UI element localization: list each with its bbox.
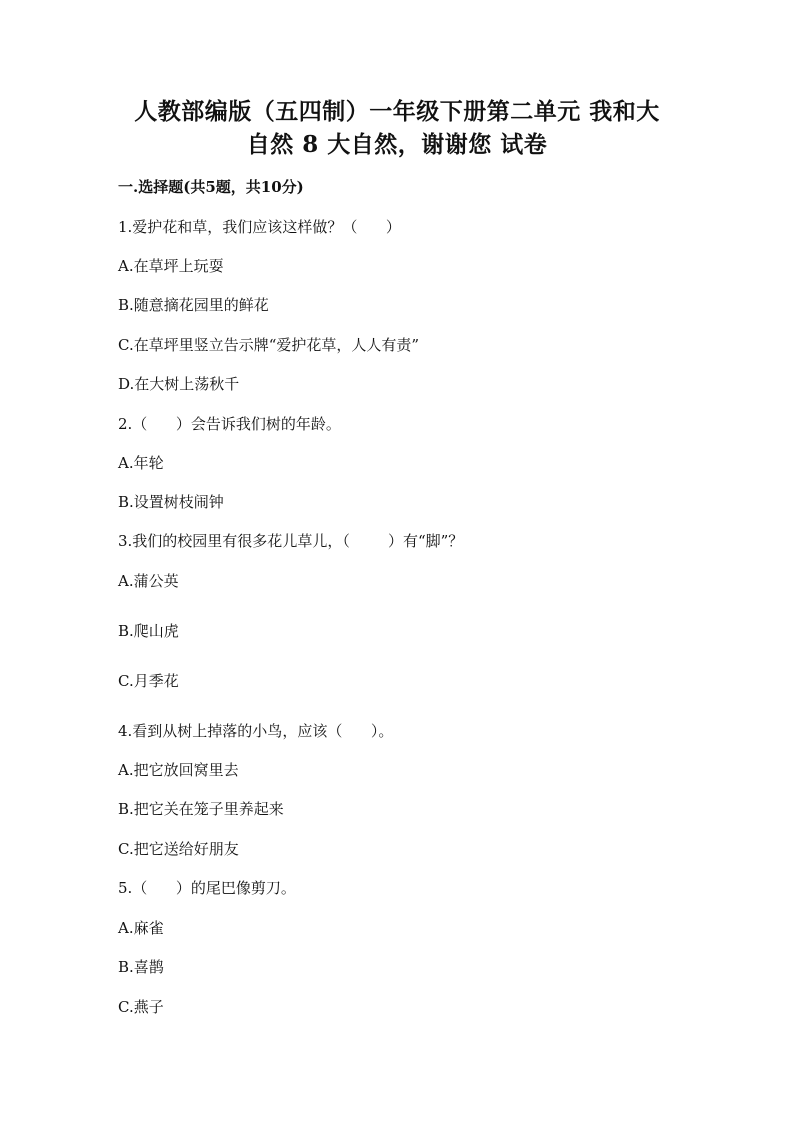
question-2-stem: 2.（ ）会告诉我们树的年龄。 <box>118 415 341 433</box>
question-5-stem: 5.（ ）的尾巴像剪刀。 <box>118 879 296 897</box>
question-5-option-b: B.喜鹊 <box>118 958 164 976</box>
question-5-option-c: C.燕子 <box>118 998 164 1016</box>
question-3-option-a: A.蒲公英 <box>118 572 179 590</box>
question-4-option-b: B.把它关在笼子里养起来 <box>118 800 284 818</box>
question-4-option-a: A.把它放回窝里去 <box>118 761 239 779</box>
question-2-option-b: B.设置树枝闹钟 <box>118 493 224 511</box>
question-3-option-b: B.爬山虎 <box>118 622 179 640</box>
question-3-option-c: C.月季花 <box>118 672 179 690</box>
question-2-option-a: A.年轮 <box>118 454 164 472</box>
section-heading: 一.选择题(共5题，共10分) <box>118 178 304 196</box>
page-title-line-1: 人教部编版（五四制）一年级下册第二单元 我和大 <box>134 98 660 125</box>
question-1-option-b: B.随意摘花园里的鲜花 <box>118 296 269 314</box>
question-4-option-c: C.把它送给好朋友 <box>118 840 239 858</box>
question-1-option-c: C.在草坪里竖立告示牌“爱护花草，人人有责” <box>118 336 420 354</box>
question-1-stem: 1.爱护花和草，我们应该这样做？（ ） <box>118 218 401 236</box>
question-1-option-a: A.在草坪上玩耍 <box>118 257 224 275</box>
question-4-stem: 4.看到从树上掉落的小鸟，应该（ ）。 <box>118 722 394 740</box>
question-3-stem: 3.我们的校园里有很多花儿草儿，（ ）有“脚”？ <box>118 532 464 550</box>
question-1-option-d: D.在大树上荡秋千 <box>118 375 240 393</box>
page-title-line-2: 自然 8 大自然，谢谢您 试卷 <box>246 131 548 158</box>
question-5-option-a: A.麻雀 <box>118 919 164 937</box>
